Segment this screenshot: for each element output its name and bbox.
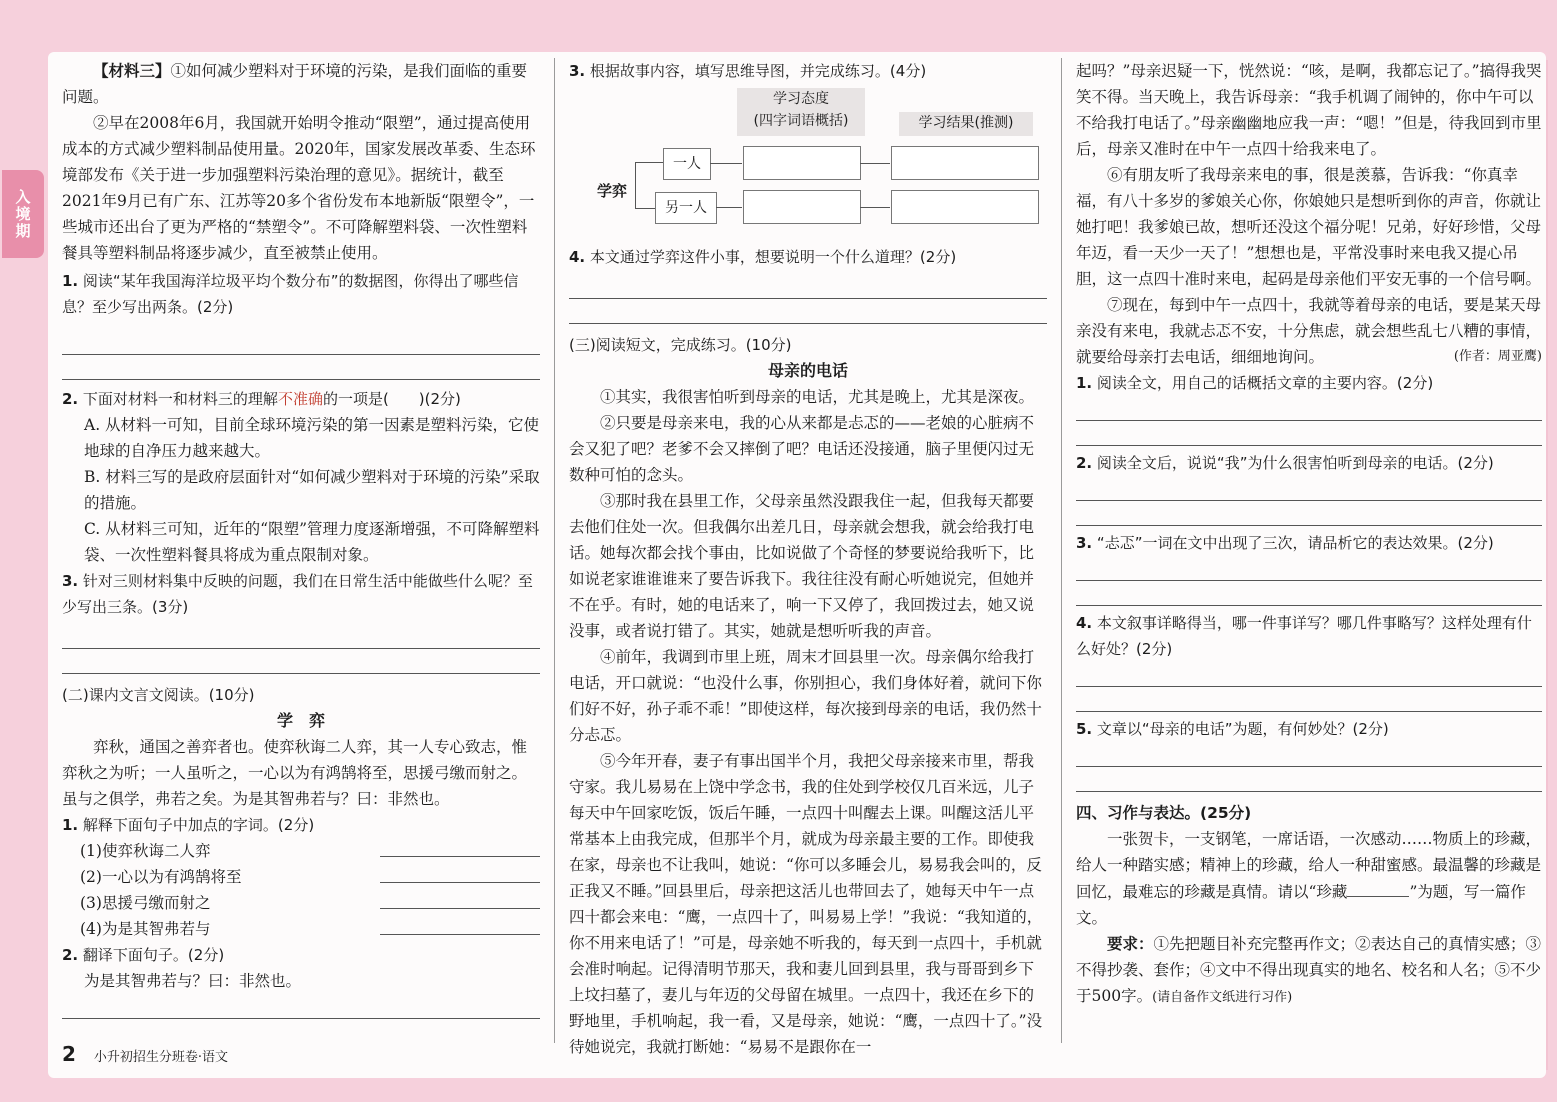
r2-number: 2. xyxy=(1076,454,1093,472)
q2-option-a[interactable]: A. 从材料一可知，目前全球环境污染的第一因素是塑料污染，它使地球的自净压力越来越大。 xyxy=(84,416,540,460)
column-left xyxy=(62,58,540,1019)
r1-number: 1. xyxy=(1076,374,1093,392)
r4-text: 本文叙事详略得当，哪一件事详写？哪几件事略写？这样处理有什么好处？(2分) xyxy=(1076,614,1532,658)
essay-req-label: 要求： xyxy=(1107,934,1154,953)
story-para-6: ⑥有朋友听了我母亲来电的事，很是羡慕，告诉我：“你真幸福，有八十多岁的爹娘关心你，你娘她只是想听到你的声音，你就让她打吧！我爹娘已故，想听还没这个福分呢！兄弟，好好珍惜，父母年迈，看一天少一天了！”想想也是，平常没事时来电我又提心吊胆，这一点四十准时来电，起码是母亲他们平安无事的一个信号啊。 xyxy=(1076,166,1542,288)
story-para-5-cont: 起吗？”母亲迟疑一下，恍然说：“咳，是啊，我都忘记了。”搞得我哭笑不得。当天晚上，我告诉母亲：“我手机调了闹钟的，你中午可以不给我打电话了。”母亲幽幽地应我一声：“嗯！”但是，待我回到市里后，母亲又准时在中午一点四十给我来电了。 xyxy=(1076,62,1542,158)
q2-text-emphasis: 不准确 xyxy=(277,390,323,408)
q2-option-b[interactable]: B. 材料三写的是政府层面针对“如何减少塑料对于环境的污染”采取的措施。 xyxy=(84,468,540,512)
story-para-3: ③那时我在县里工作，父母亲虽然没跟我住一起，但我每天都要去他们住处一次。但我偶尔出差几日，母亲就会想我，就会给我打电话。她每次都会找个事由，比如说做了个奇怪的梦要说给我听下，比如说老家谁谁谁来了要告诉我下。我往往没有耐心听她说完，但她并不在乎。有时，她的电话来了，响一下又停了，我回拨过去，她又说没事，或者说打错了。其实，她就是想听听我的声音。 xyxy=(569,492,1035,640)
answer-line[interactable] xyxy=(1076,687,1542,712)
q1-number: 1. xyxy=(62,272,79,290)
answer-line[interactable] xyxy=(1076,581,1542,606)
answer-line[interactable] xyxy=(62,649,540,674)
story-title: 母亲的电话 xyxy=(767,361,848,380)
answer-line[interactable] xyxy=(1076,767,1542,792)
q1-text: 阅读“某年我国海洋垃圾平均个数分布”的数据图，你得出了哪些信息？至少写出两条。(2分) xyxy=(62,272,519,316)
q3-number: 3. xyxy=(62,572,79,590)
section-2-title: (二)课内文言文阅读。(10分) xyxy=(62,686,255,704)
answer-line[interactable] xyxy=(1076,742,1542,767)
c1-text: 解释下面句子中加点的字词。(2分) xyxy=(82,816,315,834)
section-4-title: 四、习作与表达。(25分) xyxy=(1076,804,1252,822)
mm-question-text: 根据故事内容，填写思维导图，并完成练习。(4分) xyxy=(589,62,927,80)
answer-line[interactable] xyxy=(62,994,540,1019)
page-frame-right xyxy=(1548,0,1557,1102)
mm-header-result: 学习结果(推测) xyxy=(899,112,1033,136)
c1-item-row xyxy=(62,916,540,942)
mm-root: 学弈 xyxy=(597,182,628,200)
r3-number: 3. xyxy=(1076,534,1093,552)
material3-para-2: ②早在2008年6月，我国就开始明令推动“限塑”，通过提高使用成本的方式减少塑料制品使用量。2020年，国家发展改革委、生态环境部发布《关于进一步加强塑料污染治理的意见》。据统计，截至2021年9月已有广东、江苏等20多个省份发布本地新版“限塑令”，一些城市还出台了更为严格的“禁塑令”。不可降解塑料袋、一次性塑料餐具等塑料制品将逐步减少，直至被禁止使用。 xyxy=(62,114,536,262)
story-para-7: ⑦现在，每到中午一点四十，我就等着母亲的电话，要是某天母亲没有来电，我就忐忑不安，十分焦虑，就会想些乱七八糟的事情，就要给母亲打去电话，细细地询问。 xyxy=(1076,296,1542,366)
footer-text: 小升初招生分班卷·语文 xyxy=(93,1050,229,1065)
c1-item-1: (1)使弈秋诲二人弈 xyxy=(80,842,211,860)
section-3-title: (三)阅读短文，完成练习。(10分) xyxy=(569,336,792,354)
essay-prompt-a: 一张贺卡，一支钢笔，一席话语，一次感动……物质上的珍藏，给人一种踏实感；精神上的珍藏，给人一种甜蜜感。最温馨的珍藏是回忆，最难忘的珍藏是真情。请以“珍藏 xyxy=(1076,830,1542,901)
answer-line[interactable] xyxy=(62,330,540,355)
essay-req-note: (请自备作文纸进行习作) xyxy=(1152,990,1293,1005)
mm-attitude-box-2[interactable] xyxy=(743,190,861,224)
answer-line[interactable] xyxy=(569,274,1047,299)
mm-result-box-1[interactable] xyxy=(891,146,1039,180)
answer-line[interactable] xyxy=(1076,556,1542,581)
column-middle xyxy=(569,58,1047,1060)
q2-text-pre: 下面对材料一和材料三的理解 xyxy=(82,390,278,408)
c2-number: 2. xyxy=(62,946,79,964)
q4-number: 4. xyxy=(569,248,586,266)
section-tab: 入境期 xyxy=(2,170,44,258)
c2-sentence: 为是其智弗若与？曰：非然也。 xyxy=(84,972,302,990)
q3-text: 针对三则材料集中反映的问题，我们在日常生活中能做些什么呢？至少写出三条。(3分) xyxy=(62,572,533,616)
r1-text: 阅读全文，用自己的话概括文章的主要内容。(2分) xyxy=(1096,374,1434,392)
story-para-1: ①其实，我很害怕听到母亲的电话，尤其是晚上，尤其是深夜。 xyxy=(600,388,1035,406)
story-para-5: ⑤今年开春，妻子有事出国半个月，我把父母亲接来市里，帮我守家。我儿易易在上饶中学念书，我的住处到学校仅几百米远，儿子每天中午回家吃饭，饭后午睡，一点四十叫醒去上课。叫醒这活儿平常基本上由我完成，但那半个月，就成为母亲最主要的工作。即使我在家，母亲也不让我叫，她说：“你可以多睡会儿，易易我会叫的，反正我又不睡。”回县里后，母亲把这活儿也带回去了，她每天中午一点四十都会来电：“鹰，一点四十了，叫易易上学！”我说：“我知道的，你不用来电话了！”可是，母亲她不听我的，每天到一点四十，手机就会准时响起。记得清明节那天，我和妻儿回到县里，我与哥哥到乡下上坟扫墓了，妻儿与年迈的父母留在城里。一点四十，我还在乡下的野地里，手机响起，我一看，又是母亲，她说：“鹰，一点四十了。”没待她说完，我就打断她：“易易不是跟你在一 xyxy=(569,752,1043,1056)
column-divider xyxy=(1061,58,1062,1043)
answer-line[interactable] xyxy=(1076,421,1542,446)
story-author: (作者：周亚鹰) xyxy=(1453,349,1542,364)
mm-header-attitude xyxy=(737,88,865,136)
q4-text: 本文通过学弈这件小事，想要说明一个什么道理？(2分) xyxy=(589,248,957,266)
column-divider xyxy=(554,58,555,1043)
mm-attitude-box-1[interactable] xyxy=(743,146,861,180)
mm-arrow xyxy=(860,207,890,208)
fill-blank[interactable] xyxy=(380,838,540,857)
r4-number: 4. xyxy=(1076,614,1093,632)
fill-blank[interactable] xyxy=(380,890,540,909)
essay-title-blank[interactable] xyxy=(1347,878,1409,897)
mm-header-attitude-line2: (四字词语概括) xyxy=(753,113,849,129)
xueyi-title: 学 弈 xyxy=(276,711,325,730)
c1-item-3: (3)思援弓缴而射之 xyxy=(80,894,211,912)
c1-item-2: (2)一心以为有鸿鹄将至 xyxy=(80,868,242,886)
fill-blank[interactable] xyxy=(380,864,540,883)
answer-line[interactable] xyxy=(62,355,540,380)
material3-para-1: ①如何减少塑料对于环境的污染，是我们面临的重要问题。 xyxy=(62,62,528,106)
xueyi-text: 弈秋，通国之善弈者也。使弈秋诲二人弈，其一人专心致志，惟弈秋之为听；一人虽听之，一心以为有鸿鹄将至，思援弓缴而射之。虽与之俱学，弗若之矣。为是其智弗若与？曰：非然也。 xyxy=(62,738,528,808)
answer-line[interactable] xyxy=(1076,476,1542,501)
mm-connector xyxy=(635,162,636,208)
answer-line[interactable] xyxy=(1076,396,1542,421)
c1-item-row xyxy=(62,864,540,890)
answer-line[interactable] xyxy=(1076,662,1542,687)
c1-item-4: (4)为是其智弗若与 xyxy=(80,920,211,938)
page-footer xyxy=(62,1042,228,1066)
r5-number: 5. xyxy=(1076,720,1093,738)
fill-blank[interactable] xyxy=(380,916,540,935)
c2-text: 翻译下面句子。(2分) xyxy=(82,946,225,964)
q2-option-c[interactable]: C. 从材料三可知，近年的“限塑”管理力度逐渐增强，不可降解塑料袋、一次性塑料餐具将成为重点限制对象。 xyxy=(84,520,540,564)
mm-person-1: 一人 xyxy=(663,148,711,180)
story-para-4: ④前年，我调到市里上班，周末才回县里一次。母亲偶尔给我打电话，开口就说：“也没什么事，你别担心，我们身体好着，就问下你们好不好，孙子乖不乖！”即使这样，每次接到母亲的电话，我仍然十分忐忑。 xyxy=(569,648,1042,744)
essay-req-text: ①先把题目补充完整再作文；②表达自己的真情实感；③不得抄袭、套作；④文中不得出现真实的地名、校名和人名；⑤不少于500字。 xyxy=(1076,935,1542,1005)
story-para-2: ②只要是母亲来电，我的心从来都是忐忑的——老娘的心脏病不会又犯了吧？老爹不会又摔倒了吧？电话还没接通，脑子里便闪过无数种可怕的念头。 xyxy=(569,414,1035,484)
c1-item-row xyxy=(62,838,540,864)
column-right xyxy=(1076,58,1542,1011)
r5-text: 文章以“母亲的电话”为题，有何妙处？(2分) xyxy=(1096,720,1389,738)
q2-text-post: 的一项是( )(2分) xyxy=(322,390,461,408)
page-number: 2 xyxy=(62,1042,76,1066)
material3-label: 【材料三】 xyxy=(93,61,171,80)
mm-header-attitude-line1: 学习态度 xyxy=(773,91,829,107)
page-frame-left xyxy=(0,0,52,1102)
mm-arrow xyxy=(710,163,742,164)
mm-arrow xyxy=(716,207,742,208)
answer-line[interactable] xyxy=(1076,501,1542,526)
c1-item-row xyxy=(62,890,540,916)
page-frame-top xyxy=(0,0,1557,60)
mind-map xyxy=(569,84,1047,244)
essay-prompt-b: ”为题，写一篇作文。 xyxy=(1076,883,1526,927)
mm-person-2: 另一人 xyxy=(655,192,717,224)
mm-result-box-2[interactable] xyxy=(891,190,1039,224)
mm-question-number: 3. xyxy=(569,62,586,80)
r2-text: 阅读全文后，说说“我”为什么很害怕听到母亲的电话。(2分) xyxy=(1096,454,1494,472)
r3-text: “忐忑”一词在文中出现了三次，请品析它的表达效果。(2分) xyxy=(1096,534,1494,552)
mm-connector xyxy=(635,162,663,163)
answer-line[interactable] xyxy=(62,624,540,649)
c1-number: 1. xyxy=(62,816,79,834)
mm-arrow xyxy=(860,163,890,164)
q2-number: 2. xyxy=(62,390,79,408)
answer-line[interactable] xyxy=(569,299,1047,324)
